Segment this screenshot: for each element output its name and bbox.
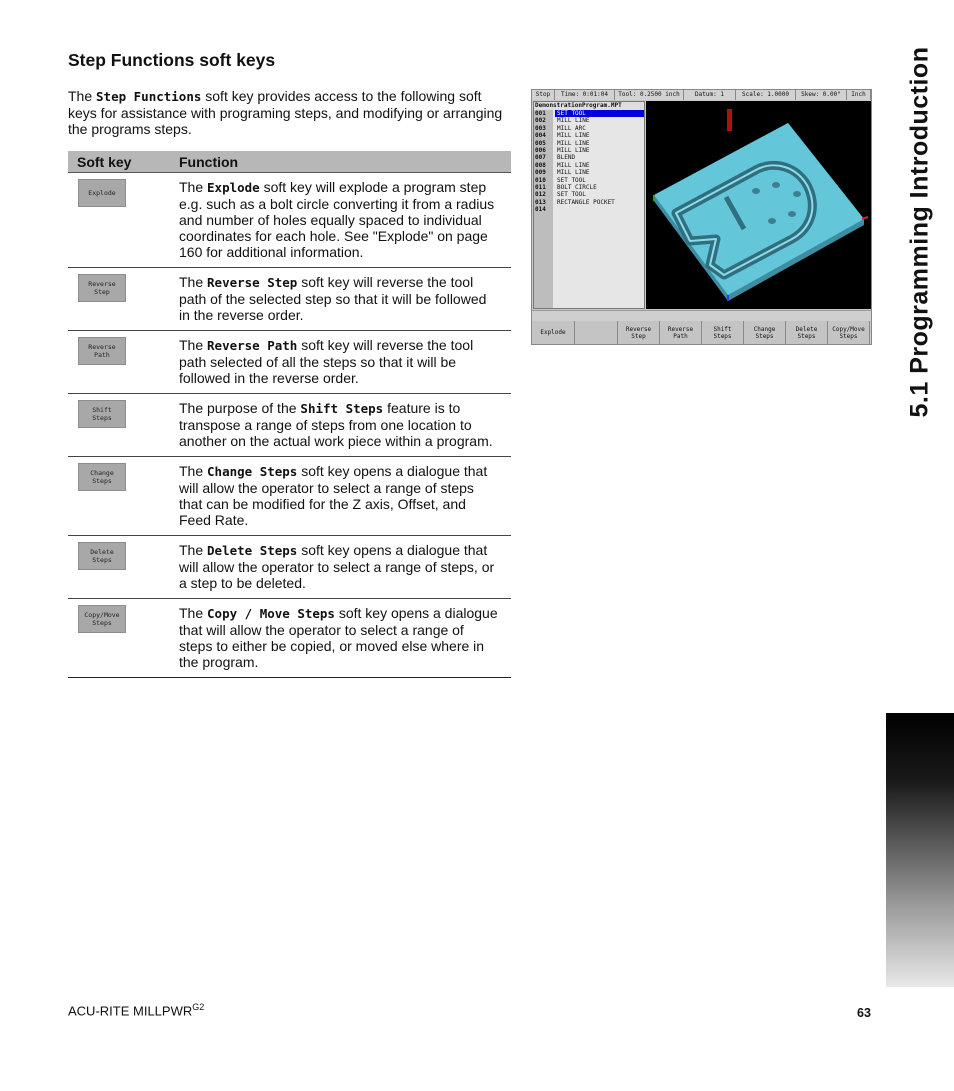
softkey-row: [68, 457, 511, 536]
program-step[interactable]: MILL LINE: [557, 117, 590, 125]
chapter-title: 5.1 Programming Introduction: [905, 46, 934, 418]
line-number: 001: [535, 110, 546, 117]
program-step[interactable]: BLEND: [557, 154, 576, 162]
desc-text-rest: soft key will explode a program step e.g. such as a bolt circle converting it from a radius and number of holes equally spaced to individual coordinates for each hole. See "Explode" on page 160 for additional information.: [179, 179, 495, 260]
screen-softkey-blank[interactable]: [575, 321, 618, 344]
status-units: Inch: [847, 90, 871, 100]
program-step[interactable]: RECTANGLE POCKET: [557, 198, 615, 206]
program-step[interactable]: MILL LINE: [557, 146, 590, 154]
footer-product: [68, 1002, 204, 1018]
softkey-row: [68, 536, 511, 599]
softkey-row: [68, 173, 511, 268]
desc-text: The: [179, 463, 208, 479]
status-tool: Tool: 0.2500 inch: [615, 90, 684, 100]
bolt-hole: [772, 182, 780, 188]
line-number: 003: [535, 124, 546, 132]
desc-text: The: [179, 179, 208, 195]
line-number: 007: [535, 154, 546, 162]
program-step[interactable]: SET TOOL: [555, 110, 644, 117]
line-number: 008: [535, 161, 546, 169]
horizontal-scrollbar[interactable]: [532, 310, 871, 321]
line-number: 005: [535, 139, 546, 147]
softkey-description: [179, 536, 511, 599]
line-number: 012: [535, 191, 546, 199]
status-mode: Stop: [532, 90, 555, 100]
desc-code: Reverse Step: [207, 275, 298, 290]
program-step[interactable]: MILL LINE: [557, 139, 590, 147]
line-number: 002: [535, 117, 546, 125]
screen-softkey[interactable]: Explode: [532, 321, 575, 344]
desc-code: Reverse Path: [207, 338, 298, 353]
product-superscript: G2: [192, 1002, 205, 1012]
softkey-button[interactable]: Reverse Path: [78, 337, 126, 365]
intro-code: Step Functions: [96, 89, 202, 104]
program-step[interactable]: [555, 206, 644, 213]
softkey-button[interactable]: Delete Steps: [78, 542, 126, 570]
desc-text: The: [179, 605, 208, 621]
intro-text: The: [68, 88, 97, 104]
status-datum: Datum: 1: [684, 90, 736, 100]
softkey-row: [68, 394, 511, 457]
softkey-table: [68, 151, 511, 678]
bolt-hole: [752, 188, 760, 194]
desc-code: Delete Steps: [207, 543, 298, 558]
screen-softkey[interactable]: Change Steps: [744, 321, 786, 344]
status-time: Time: 0:01:04: [555, 90, 615, 100]
softkey-button[interactable]: Shift Steps: [78, 400, 126, 428]
status-bar: [532, 90, 871, 100]
softkey-description: [179, 599, 511, 678]
line-number: 014: [535, 206, 546, 214]
desc-text: The: [179, 274, 208, 290]
desc-code: Change Steps: [207, 464, 298, 479]
intro-text-rest: soft key provides access to the following soft keys for assistance with programing steps, and modifying or arranging the programs steps.: [68, 88, 503, 137]
program-step[interactable]: BOLT CIRCLE: [557, 183, 597, 191]
desc-text-rest: soft key opens a dialogue that will allow the operator to select a range of steps that can be modified for the Z axis, Offset, and Feed Rate.: [179, 463, 488, 528]
section-heading: Step Functions soft keys: [68, 50, 276, 70]
softkey-button[interactable]: Copy/Move Steps: [78, 605, 126, 633]
screen-softkey[interactable]: Reverse Path: [660, 321, 702, 344]
page-number: 63: [857, 1006, 871, 1020]
program-step[interactable]: MILL LINE: [557, 161, 590, 169]
part-3d-view: [646, 101, 871, 309]
col-header-softkey: Soft key: [68, 151, 179, 173]
program-step[interactable]: SET TOOL: [557, 191, 586, 199]
softkey-description: [179, 268, 511, 331]
desc-text-rest: feature is to transpose a range of steps from one location to another on the actual work piece within a program.: [179, 400, 493, 449]
softkey-description: [179, 331, 511, 394]
softkey-button[interactable]: Explode: [78, 179, 126, 207]
line-number: 004: [535, 132, 546, 140]
desc-text: The: [179, 337, 208, 353]
desc-code: Copy / Move Steps: [207, 606, 335, 621]
softkey-description: [179, 173, 511, 268]
line-number: 009: [535, 169, 546, 177]
screen-softkey[interactable]: Shift Steps: [702, 321, 744, 344]
desc-text-rest: soft key will reverse the tool path of the selected step so that it will be followed in the reverse order.: [179, 274, 487, 323]
softkey-row: [68, 599, 511, 678]
program-step[interactable]: MILL ARC: [557, 124, 586, 132]
bolt-hole: [793, 191, 801, 197]
bolt-hole: [788, 211, 796, 217]
status-skew: Skew: 0.00°: [796, 90, 847, 100]
softkey-row: [68, 268, 511, 331]
axis-x-marker: [862, 217, 868, 219]
tool-marker: [727, 109, 732, 131]
program-step-list[interactable]: [533, 101, 645, 309]
line-number: 011: [535, 183, 546, 191]
intro-paragraph: [68, 88, 512, 137]
softkey-button[interactable]: Reverse Step: [78, 274, 126, 302]
program-title: DemonstrationProgram.MPT: [534, 102, 644, 110]
bolt-hole: [768, 218, 776, 224]
col-header-function: Function: [179, 151, 511, 173]
softkey-row: [68, 331, 511, 394]
program-step[interactable]: MILL LINE: [557, 132, 590, 140]
desc-text: The purpose of the: [179, 400, 301, 416]
program-step[interactable]: SET TOOL: [557, 176, 586, 184]
softkey-bar: [532, 321, 871, 344]
program-step[interactable]: MILL LINE: [557, 169, 590, 177]
desc-text: The: [179, 542, 208, 558]
desc-text-rest: soft key opens a dialogue that will allow the operator to select a range of steps to either be copied, or moved else where in the program.: [179, 605, 498, 670]
line-number: 006: [535, 146, 546, 154]
line-number: 013: [535, 198, 546, 206]
screen-softkey[interactable]: Copy/Move Steps: [828, 321, 870, 344]
desc-text-rest: soft key opens a dialogue that will allow the operator to select a range of steps, or a step to be deleted.: [179, 542, 495, 591]
desc-text-rest: soft key will reverse the tool path selected of all the steps so that it will be followed in the reverse order.: [179, 337, 474, 386]
screen-softkey[interactable]: Delete Steps: [786, 321, 828, 344]
line-number-column: [534, 110, 553, 308]
softkey-description: [179, 394, 511, 457]
screen-softkey[interactable]: Reverse Step: [618, 321, 660, 344]
softkey-button[interactable]: Change Steps: [78, 463, 126, 491]
part-rendering: [646, 101, 871, 309]
product-name: ACU-RITE MILLPWR: [68, 1003, 193, 1019]
step-column: [555, 110, 644, 213]
softkey-description: [179, 457, 511, 536]
status-scale: Scale: 1.0000: [736, 90, 796, 100]
chapter-thumb-tab: [886, 713, 954, 987]
line-number: 010: [535, 176, 546, 184]
desc-code: Explode: [207, 180, 260, 195]
desc-code: Shift Steps: [300, 401, 384, 416]
millpwr-screenshot: [531, 89, 872, 345]
